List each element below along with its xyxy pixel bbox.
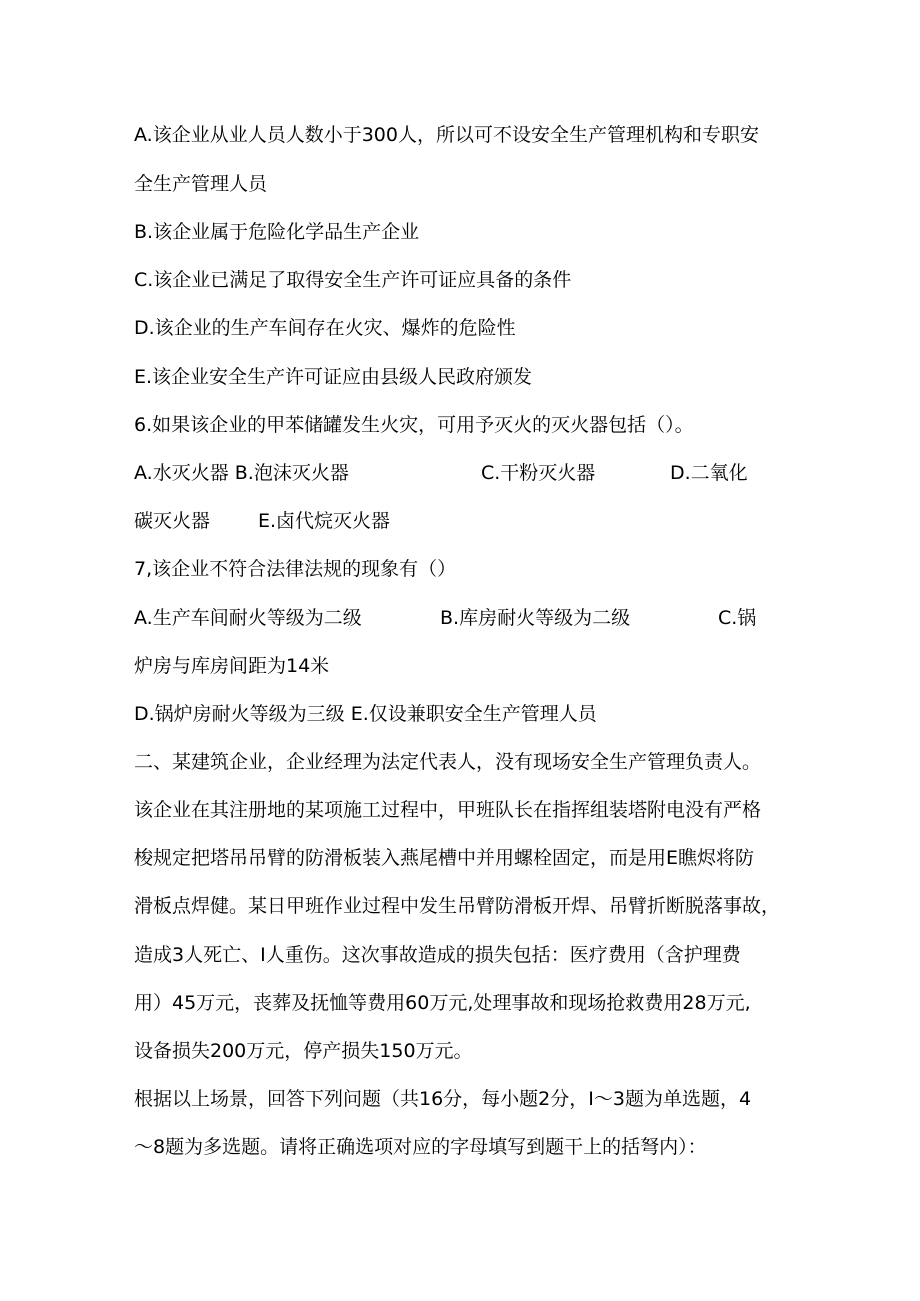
case2-paragraph-line7: 设备损失200万元，停产损失150万元。 <box>134 1040 473 1062</box>
q5-option-d: D.该企业的生产车间存在火灾、爆炸的危险性 <box>134 317 516 339</box>
q5-option-b: B.该企业属于危险化学品生产企业 <box>134 221 420 243</box>
case2-paragraph-line1: 二、某建筑企业，企业经理为法定代表人，没有现场安全生产管理负责人。 <box>134 751 762 773</box>
case2-paragraph-line6: 用）45万元，丧葬及抚恤等费用60万元,处理事故和现场抢救费用28万元, <box>134 992 751 1014</box>
q6-option-d-part1: D.二氧化 <box>670 462 748 484</box>
q6-option-d-part2: 碳灭火器 <box>134 510 211 532</box>
q7-stem: 7,该企业不符合法律法规的现象有（） <box>134 558 457 580</box>
q7-option-c-part1: C.锅 <box>718 607 757 629</box>
q5-option-e: E.该企业安全生产许可证应由县级人民政府颁发 <box>134 366 533 388</box>
q7-option-a: A.生产车间耐火等级为二级 <box>134 607 362 629</box>
instructions-line1: 根据以上场景，回答下列问题（共16分，每小题2分，I～3题为单选题，4 <box>134 1088 752 1110</box>
q6-option-e: E.卤代烷灭火器 <box>258 510 391 532</box>
q6-option-ab: A.水灭火器 B.泡沫灭火器 <box>134 462 349 484</box>
instructions-line2: ～8题为多选题。请将正确选项对应的字母填写到题干上的括弩内）： <box>134 1136 707 1158</box>
case2-paragraph-line3: 梭规定把塔吊吊臂的防滑板装入燕尾槽中并用螺栓固定，而是用E瞧烬将防 <box>134 847 755 869</box>
case2-paragraph-line5: 造成3人死亡、I人重伤。这次事故造成的损失包括：医疗费用（含护理费 <box>134 944 741 966</box>
q5-option-c: C.该企业已满足了取得安全生产许可证应具备的条件 <box>134 269 572 291</box>
case2-paragraph-line4: 滑板点焊健。某日甲班作业过程中发生吊臂防滑板开焊、吊臂折断脱落事故， <box>134 895 781 917</box>
case2-paragraph-line2: 该企业在其注册地的某项施工过程中，甲班队长在指挥组装塔附电没有严格 <box>134 799 762 821</box>
q7-option-de: D.锅炉房耐火等级为三级 E.仅设兼职安全生产管理人员 <box>134 703 597 725</box>
q5-option-a-line1: A.该企业从业人员人数小于300人，所以可不设安全生产管理机构和专职安 <box>134 124 759 146</box>
q7-option-c-part2: 炉房与库房间距为14米 <box>134 655 330 677</box>
q7-option-b: B.库房耐火等级为二级 <box>440 607 631 629</box>
q6-stem: 6.如果该企业的甲苯储罐发生火灾，可用予灭火的灭火器包括（）。 <box>134 414 694 436</box>
q6-option-c: C.干粉灭火器 <box>481 462 596 484</box>
q5-option-a-line2: 全生产管理人员 <box>134 173 268 195</box>
